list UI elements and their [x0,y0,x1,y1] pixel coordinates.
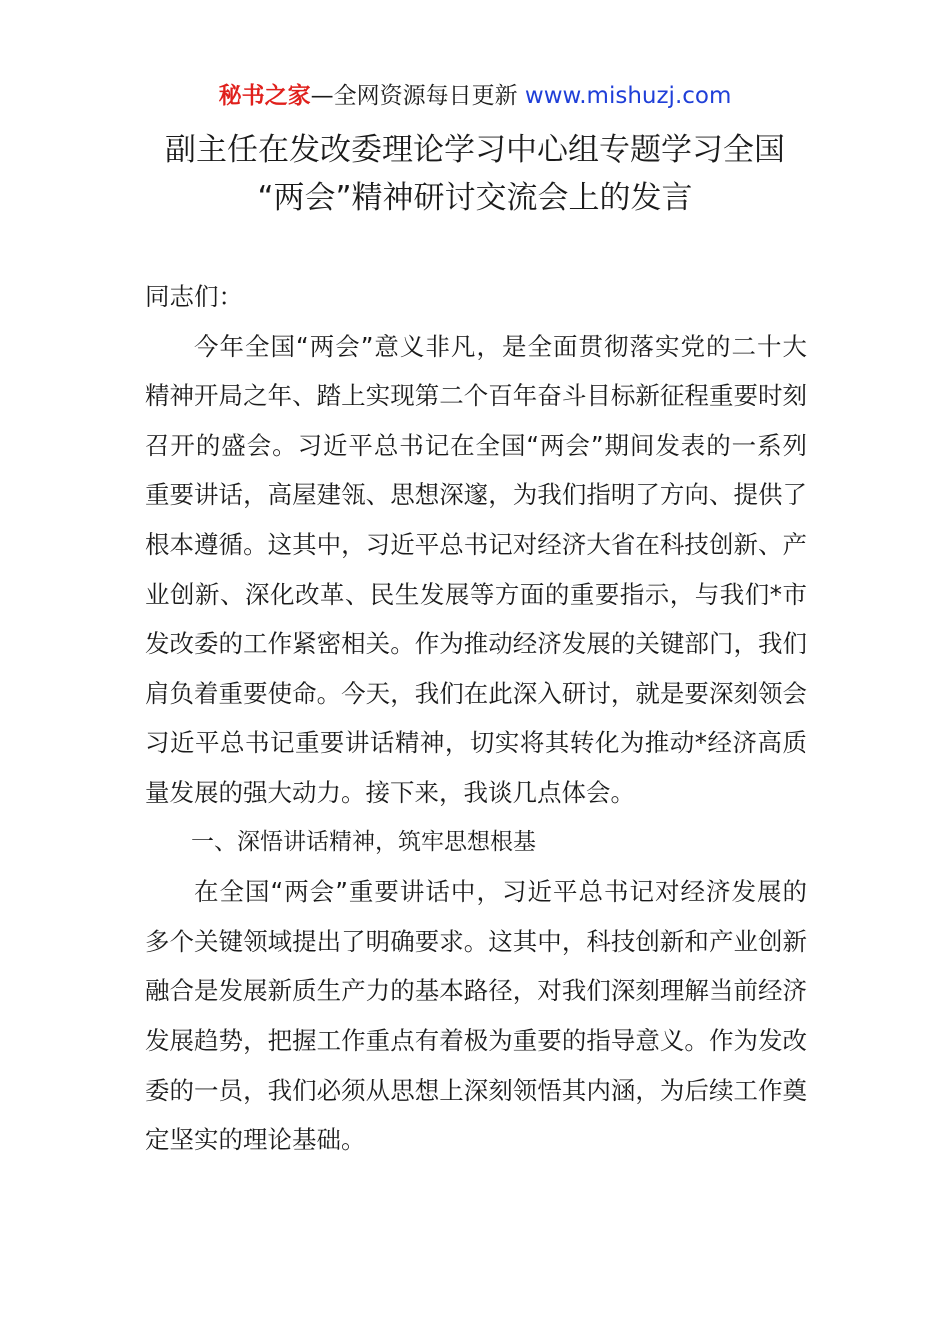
title-line-2: “两会”精神研讨交流会上的发言 [257,180,693,216]
paragraph-section-1: 在全国“两会”重要讲话中，习近平总书记对经济发展的多个关键领域提出了明确要求。这其中，科技创新和产业创新融合是发展新质生产力的基本路径，对我们深刻理解当前经济发展趋势，把握工作重点有着极为重要的指导意义。作为发改委的一员，我们必须从思想上深刻领悟其内涵，为后续工作奠定坚实的理论基础。 [145,877,807,1155]
site-header [0,78,950,114]
document-title [100,126,850,222]
section-heading-1: 一、深悟讲话精神，筑牢思想根基 [191,828,536,855]
site-url-link[interactable]: www.mishuzj.com [524,83,732,109]
paragraph-intro: 今年全国“两会”意义非凡，是全面贯彻落实党的二十大精神开局之年、踏上实现第二个百年奋斗目标新征程重要时刻召开的盛会。习近平总书记在全国“两会”期间发表的一系列重要讲话，高屋建瓴、思想深邃，为我们指明了方向、提供了根本遵循。这其中，习近平总书记对经济大省在科技创新、产业创新、深化改革、民生发展等方面的重要指示，与我们*市发改委的工作紧密相关。作为推动经济发展的关键部门，我们肩负着重要使命。今天，我们在此深入研讨，就是要深刻领会习近平总书记重要讲话精神，切实将其转化为推动*经济高质量发展的强大动力。接下来，我谈几点体会。 [145,331,807,807]
title-line-1: 副主任在发改委理论学习中心组专题学习全国 [165,132,785,168]
salutation: 同志们： [145,282,243,311]
site-tagline: —全网资源每日更新 [310,83,525,109]
site-brand: 秘书之家 [218,83,311,109]
document-body [145,272,807,1165]
